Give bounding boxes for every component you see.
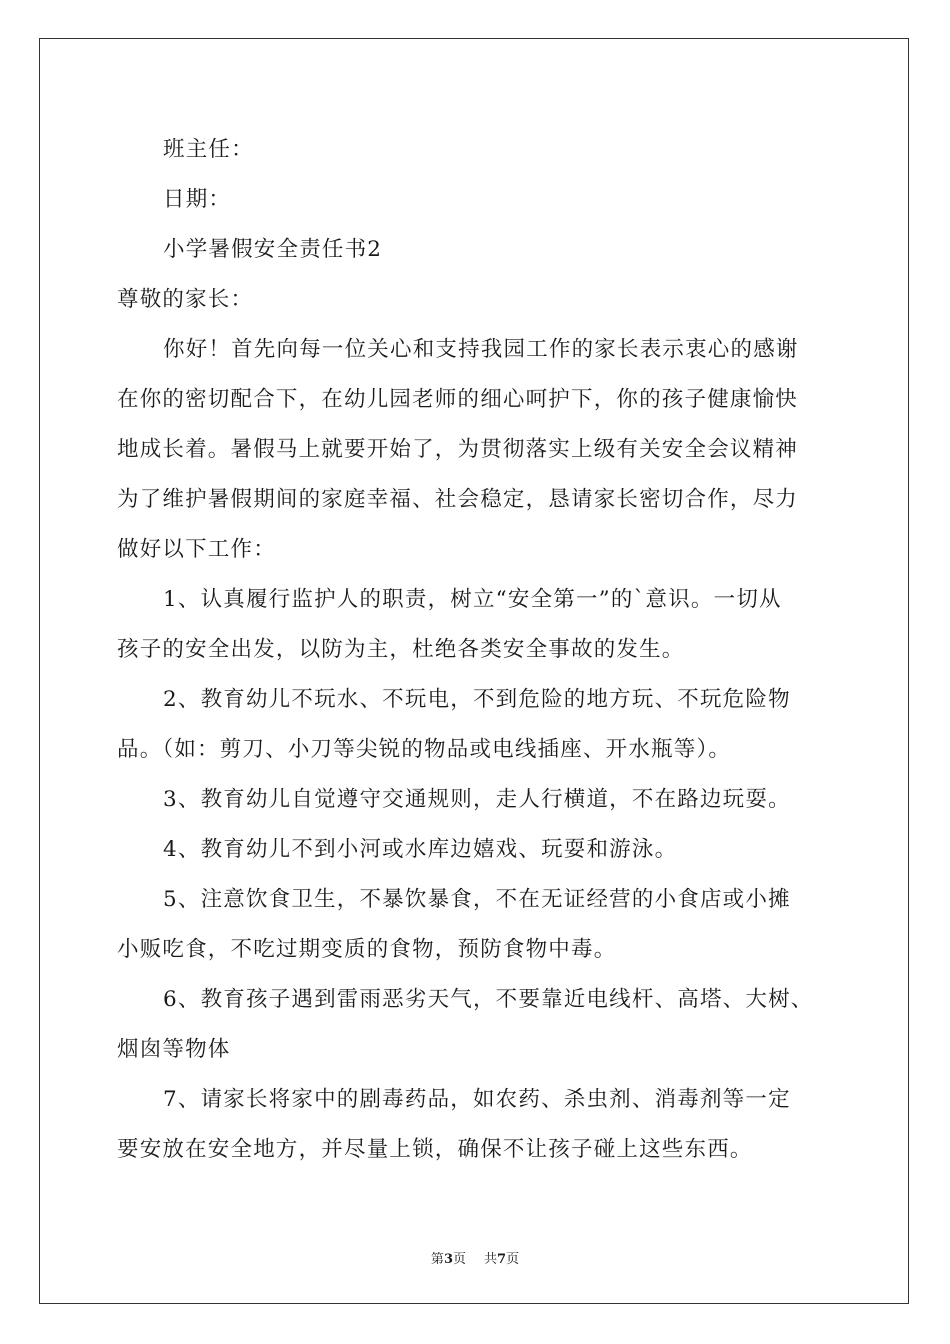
text-line: 4、教育幼儿不到小河或水库边嬉戏、玩耍和游泳。 bbox=[163, 837, 678, 862]
text-line: 3、教育幼儿自觉遵守交通规则，走人行横道，不在路边玩耍。 bbox=[163, 787, 791, 812]
total-prefix: 共 bbox=[484, 1252, 498, 1267]
page-prefix: 第 bbox=[430, 1252, 444, 1267]
text-line: 班主任： bbox=[163, 137, 254, 162]
text-line: 6、教育孩子遇到雷雨恶劣天气，不要靠近电线杆、高塔、大树、 bbox=[163, 987, 814, 1012]
text-line: 5、注意饮食卫生，不暴饮暴食，不在无证经营的小食店或小摊 bbox=[163, 887, 791, 912]
page-suffix: 页 bbox=[452, 1252, 466, 1267]
text-line: 为了维护暑假期间的家庭幸福、社会稳定，恳请家长密切合作，尽力 bbox=[117, 487, 799, 512]
total-page-number: 7 bbox=[497, 1252, 507, 1267]
text-line: 做好以下工作： bbox=[117, 537, 276, 562]
text-line: 1、认真履行监护人的职责，树立“安全第一”的`意识。一切从 bbox=[163, 587, 782, 612]
document-body bbox=[117, 125, 837, 1175]
total-suffix: 页 bbox=[506, 1252, 520, 1267]
text-line: 烟囱等物体 bbox=[117, 1037, 231, 1062]
text-line: 小贩吃食，不吃过期变质的食物，预防食物中毒。 bbox=[117, 937, 617, 962]
text-line: 你好！首先向每一位关心和支持我园工作的家长表示衷心的感谢 bbox=[163, 337, 799, 362]
text-line: 在你的密切配合下，在幼儿园老师的细心呵护下，你的孩子健康愉快 bbox=[117, 387, 799, 412]
text-line: 地成长着。暑假马上就要开始了，为贯彻落实上级有关安全会议精神 bbox=[117, 437, 799, 462]
text-line: 7、请家长将家中的剧毒药品，如农药、杀虫剂、消毒剂等一定 bbox=[163, 1087, 791, 1112]
current-page-number: 3 bbox=[443, 1252, 453, 1267]
text-line: 要安放在安全地方，并尽量上锁，确保不让孩子碰上这些东西。 bbox=[117, 1137, 753, 1162]
text-line: 品。（如：剪刀、小刀等尖锐的物品或电线插座、开水瓶等）。 bbox=[117, 737, 732, 762]
salutation: 尊敬的家长： bbox=[117, 287, 254, 312]
section-title: 小学暑假安全责任书2 bbox=[163, 237, 383, 262]
page-footer bbox=[0, 1248, 950, 1267]
text-line: 孩子的安全出发，以防为主，杜绝各类安全事故的发生。 bbox=[117, 637, 685, 662]
text-line: 日期： bbox=[163, 187, 232, 212]
text-line: 2、教育幼儿不玩水、不玩电，不到危险的地方玩、不玩危险物 bbox=[163, 687, 791, 712]
